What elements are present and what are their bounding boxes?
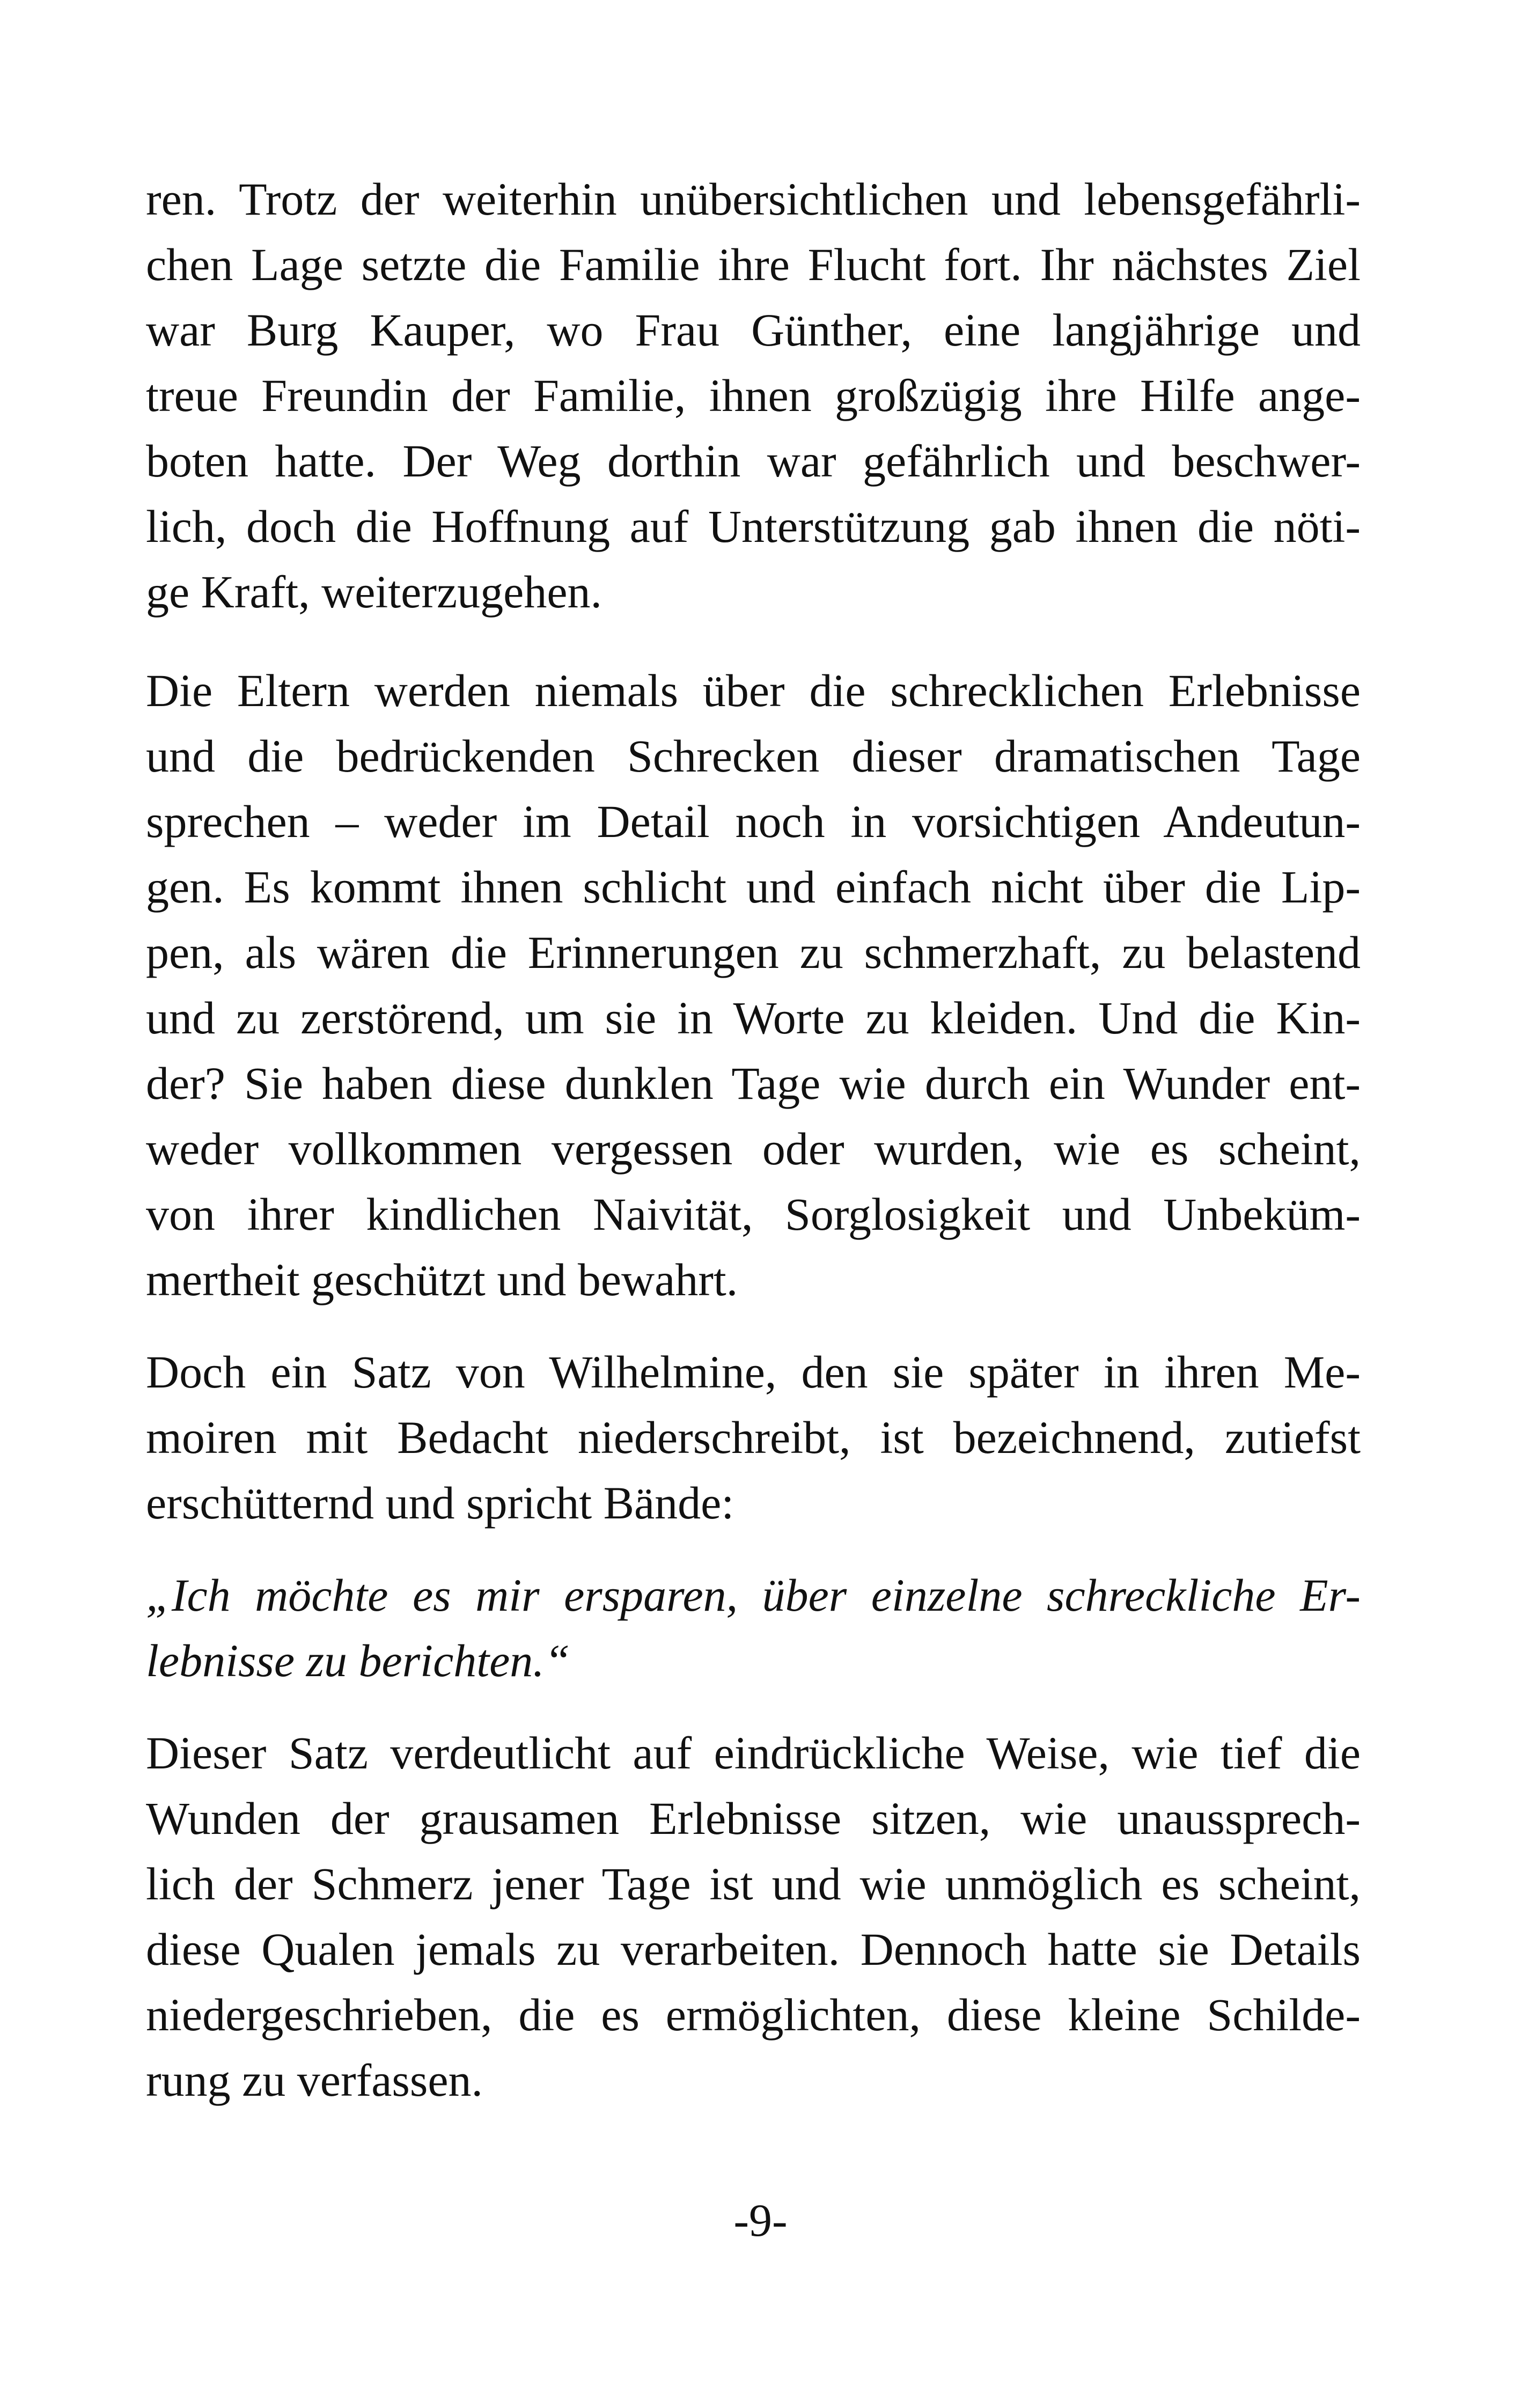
text-line: chen Lage setzte die Familie ihre Flucht fort. Ihr nächstes Ziel: [146, 239, 1361, 290]
text-line: rung zu verfassen.: [146, 2054, 483, 2106]
text-line: mertheit geschützt und bewahrt.: [146, 1254, 738, 1305]
paragraph-3: [146, 1339, 1361, 1536]
text-line: moiren mit Bedacht niederschreibt, ist bezeichnend, zutiefst: [146, 1412, 1361, 1463]
text-line: von ihrer kindlichen Naivität, Sorglosigkeit und Unbeküm-: [146, 1188, 1361, 1240]
text-line: ge Kraft, weiterzugehen.: [146, 566, 602, 618]
text-line: Wunden der grausamen Erlebnisse sitzen, wie unaussprech-: [146, 1793, 1361, 1844]
text-line: war Burg Kauper, wo Frau Günther, eine langjährige und: [146, 304, 1361, 356]
paragraph-1: [146, 166, 1361, 625]
text-line: diese Qualen jemals zu verarbeiten. Dennoch hatte sie Details: [146, 1924, 1361, 1975]
text-line: boten hatte. Der Weg dorthin war gefährlich und beschwer-: [146, 435, 1361, 487]
text-line: gen. Es kommt ihnen schlicht und einfach nicht über die Lip-: [146, 861, 1361, 913]
text-line: ren. Trotz der weiterhin unübersichtlichen und lebensgefährli-: [146, 173, 1361, 225]
text-line: der? Sie haben diese dunklen Tage wie durch ein Wunder ent-: [146, 1058, 1361, 1109]
text-line: und die bedrückenden Schrecken dieser dramatischen Tage: [146, 730, 1361, 782]
page-number: -9-: [733, 2194, 788, 2246]
text-line: erschütternd und spricht Bände:: [146, 1477, 734, 1529]
text-line: treue Freundin der Familie, ihnen großzügig ihre Hilfe ange-: [146, 370, 1361, 421]
memoir-quote: [146, 1562, 1361, 1693]
paragraph-2: [146, 658, 1361, 1312]
text-line: sprechen – weder im Detail noch in vorsichtigen Andeutun-: [146, 796, 1361, 847]
text-line: Doch ein Satz von Wilhelmine, den sie später in ihren Me-: [146, 1346, 1361, 1398]
text-line: weder vollkommen vergessen oder wurden, wie es scheint,: [146, 1123, 1361, 1174]
text-line: pen, als wären die Erinnerungen zu schmerzhaft, zu belastend: [146, 927, 1361, 978]
text-line: lebnisse zu berichten.“: [146, 1635, 570, 1686]
page-body: [146, 166, 1361, 2113]
text-line: Dieser Satz verdeutlicht auf eindrückliche Weise, wie tief die: [146, 1727, 1361, 1779]
text-line: „Ich möchte es mir ersparen, über einzelne schreckliche Er-: [146, 1569, 1361, 1621]
text-line: und zu zerstörend, um sie in Worte zu kleiden. Und die Kin-: [146, 992, 1361, 1044]
text-line: niedergeschrieben, die es ermöglichten, diese kleine Schilde-: [146, 1989, 1361, 2040]
paragraph-5: [146, 1720, 1361, 2113]
text-line: lich der Schmerz jener Tage ist und wie unmöglich es scheint,: [146, 1858, 1361, 1910]
text-line: lich, doch die Hoffnung auf Unterstützung gab ihnen die nöti-: [146, 501, 1361, 552]
text-line: Die Eltern werden niemals über die schrecklichen Erlebnisse: [146, 665, 1361, 716]
